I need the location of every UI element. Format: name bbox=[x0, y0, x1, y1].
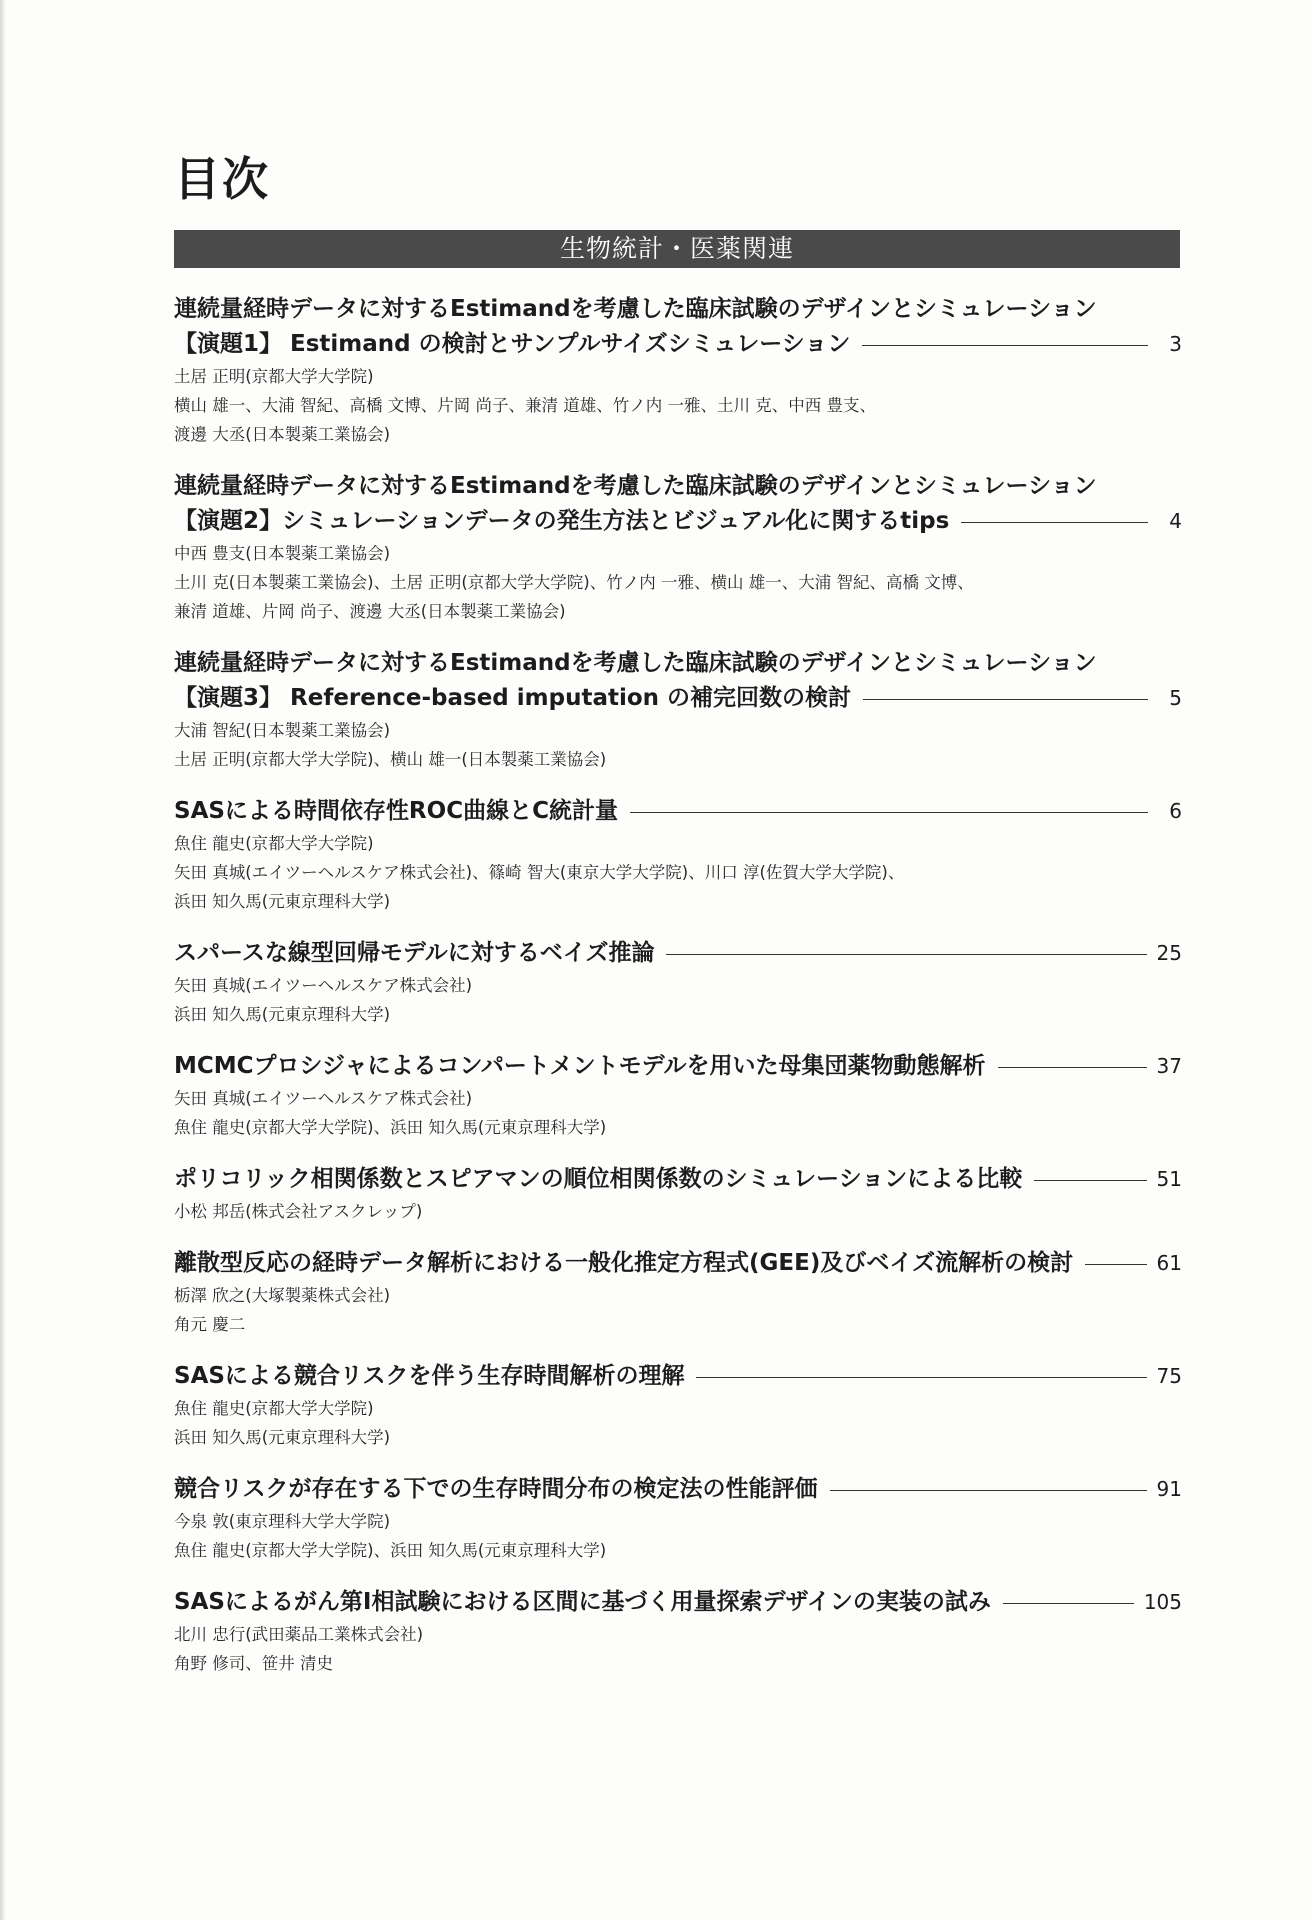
toc-entry bbox=[174, 1472, 1182, 1565]
entry-authors: 浜田 知久馬(元東京理科大学) bbox=[174, 892, 391, 911]
entry-title: 【演題1】 Estimand の検討とサンプルサイズシミュレーション bbox=[174, 331, 851, 357]
toc-entry bbox=[174, 292, 1182, 449]
entry-title: スパースな線型回帰モデルに対するベイズ推論 bbox=[174, 940, 655, 966]
entry-title-line bbox=[174, 936, 1182, 971]
entry-title: SASによる時間依存性ROC曲線とC統計量 bbox=[174, 798, 618, 824]
page-number: 105 bbox=[1143, 1590, 1182, 1614]
entry-authors: 小松 邦岳(株式会社アスクレップ) bbox=[174, 1202, 423, 1221]
entry-title: SASによるがん第I相試験における区間に基づく用量探索デザインの実装の試み bbox=[174, 1589, 991, 1615]
toc-entry bbox=[174, 1246, 1182, 1339]
page-number: 75 bbox=[1156, 1364, 1182, 1388]
leader-line bbox=[630, 812, 1148, 813]
toc-entry bbox=[174, 1359, 1182, 1452]
leader-line bbox=[1003, 1603, 1134, 1604]
entry-authors: 北川 忠行(武田薬品工業株式会社) bbox=[174, 1625, 424, 1644]
leader-line bbox=[998, 1067, 1147, 1068]
entry-title-line bbox=[174, 1585, 1182, 1620]
entry-authors: 土川 克(日本製薬工業協会)、土居 正明(京都大学大学院)、竹ノ内 一雅、横山 雄一、大浦 智紀、高橋 文博、 bbox=[174, 573, 974, 592]
page-number: 61 bbox=[1156, 1251, 1182, 1275]
entry-authors: 魚住 龍史(京都大学大学院) bbox=[174, 1399, 374, 1418]
entry-authors: 矢田 真城(エイツーヘルスケア株式会社) bbox=[174, 976, 473, 995]
leader-line bbox=[1085, 1264, 1146, 1265]
entry-title: 【演題2】シミュレーションデータの発生方法とビジュアル化に関するtips bbox=[174, 508, 950, 534]
entry-authors: 兼清 道雄、片岡 尚子、渡邊 大丞(日本製薬工業協会) bbox=[174, 602, 566, 621]
entry-title-line bbox=[174, 1049, 1182, 1084]
entry-authors: 土居 正明(京都大学大学院)、横山 雄一(日本製薬工業協会) bbox=[174, 750, 607, 769]
table-of-contents bbox=[174, 292, 1182, 1698]
page-number: 4 bbox=[1169, 509, 1182, 533]
entry-title-line bbox=[174, 504, 1182, 539]
entry-authors: 角元 慶二 bbox=[174, 1315, 246, 1334]
entry-title-line bbox=[174, 681, 1182, 716]
entry-authors: 中西 豊支(日本製薬工業協会) bbox=[174, 544, 391, 563]
page-edge-shadow bbox=[0, 0, 6, 1920]
entry-title: 連続量経時データに対するEstimandを考慮した臨床試験のデザインとシミュレーション bbox=[174, 473, 1097, 499]
page-number: 37 bbox=[1156, 1054, 1182, 1078]
entry-authors: 栃澤 欣之(大塚製薬株式会社) bbox=[174, 1286, 391, 1305]
page-number: 51 bbox=[1156, 1167, 1182, 1191]
entry-authors: 魚住 龍史(京都大学大学院) bbox=[174, 834, 374, 853]
leader-line bbox=[961, 522, 1148, 523]
page-number: 25 bbox=[1156, 941, 1182, 965]
toc-entry bbox=[174, 1585, 1182, 1678]
leader-line bbox=[696, 1377, 1146, 1378]
entry-title-line bbox=[174, 794, 1182, 829]
section-header: 生物統計・医薬関連 bbox=[174, 230, 1180, 268]
entry-title: MCMCプロシジャによるコンパートメントモデルを用いた母集団薬物動態解析 bbox=[174, 1053, 986, 1079]
entry-authors: 魚住 龍史(京都大学大学院)、浜田 知久馬(元東京理科大学) bbox=[174, 1541, 607, 1560]
leader-line bbox=[1034, 1180, 1146, 1181]
toc-entry bbox=[174, 936, 1182, 1029]
entry-title-line bbox=[174, 1246, 1182, 1281]
entry-title: SASによる競合リスクを伴う生存時間解析の理解 bbox=[174, 1363, 685, 1389]
leader-line bbox=[862, 345, 1148, 346]
entry-authors: 横山 雄一、大浦 智紀、高橋 文博、片岡 尚子、兼清 道雄、竹ノ内 一雅、土川 克、中西 豊支、 bbox=[174, 396, 876, 415]
entry-title: 連続量経時データに対するEstimandを考慮した臨床試験のデザインとシミュレーション bbox=[174, 650, 1097, 676]
entry-title-line bbox=[174, 1472, 1182, 1507]
entry-title: 競合リスクが存在する下での生存時間分布の検定法の性能評価 bbox=[174, 1476, 818, 1502]
leader-line bbox=[666, 954, 1146, 955]
entry-authors: 矢田 真城(エイツーヘルスケア株式会社)、篠崎 智大(東京大学大学院)、川口 淳(佐賀大学大学院)、 bbox=[174, 863, 905, 882]
entry-authors: 魚住 龍史(京都大学大学院)、浜田 知久馬(元東京理科大学) bbox=[174, 1118, 607, 1137]
entry-authors: 矢田 真城(エイツーヘルスケア株式会社) bbox=[174, 1089, 473, 1108]
entry-authors: 渡邊 大丞(日本製薬工業協会) bbox=[174, 425, 391, 444]
page-title: 目次 bbox=[174, 152, 270, 206]
toc-entry bbox=[174, 1049, 1182, 1142]
page-number: 5 bbox=[1169, 686, 1182, 710]
entry-title: 連続量経時データに対するEstimandを考慮した臨床試験のデザインとシミュレーション bbox=[174, 296, 1097, 322]
entry-title: 【演題3】 Reference-based imputation の補完回数の検討 bbox=[174, 685, 852, 711]
entry-authors: 土居 正明(京都大学大学院) bbox=[174, 367, 374, 386]
toc-entry bbox=[174, 1162, 1182, 1226]
entry-authors: 角野 修司、笹井 清史 bbox=[174, 1654, 333, 1673]
page-number: 91 bbox=[1156, 1477, 1182, 1501]
leader-line bbox=[830, 1490, 1147, 1491]
entry-authors: 今泉 敦(東京理科大学大学院) bbox=[174, 1512, 391, 1531]
toc-entry bbox=[174, 794, 1182, 916]
entry-title-line bbox=[174, 1162, 1182, 1197]
page-number: 6 bbox=[1169, 799, 1182, 823]
entry-title-line bbox=[174, 1359, 1182, 1394]
toc-entry bbox=[174, 469, 1182, 626]
entry-authors: 浜田 知久馬(元東京理科大学) bbox=[174, 1428, 391, 1447]
page-number: 3 bbox=[1169, 332, 1182, 356]
entry-title: ポリコリック相関係数とスピアマンの順位相関係数のシミュレーションによる比較 bbox=[174, 1166, 1023, 1192]
leader-line bbox=[863, 699, 1148, 700]
entry-authors: 大浦 智紀(日本製薬工業協会) bbox=[174, 721, 391, 740]
entry-title-line bbox=[174, 327, 1182, 362]
toc-entry bbox=[174, 646, 1182, 774]
entry-authors: 浜田 知久馬(元東京理科大学) bbox=[174, 1005, 391, 1024]
entry-title: 離散型反応の経時データ解析における一般化推定方程式(GEE)及びベイズ流解析の検討 bbox=[174, 1250, 1074, 1276]
